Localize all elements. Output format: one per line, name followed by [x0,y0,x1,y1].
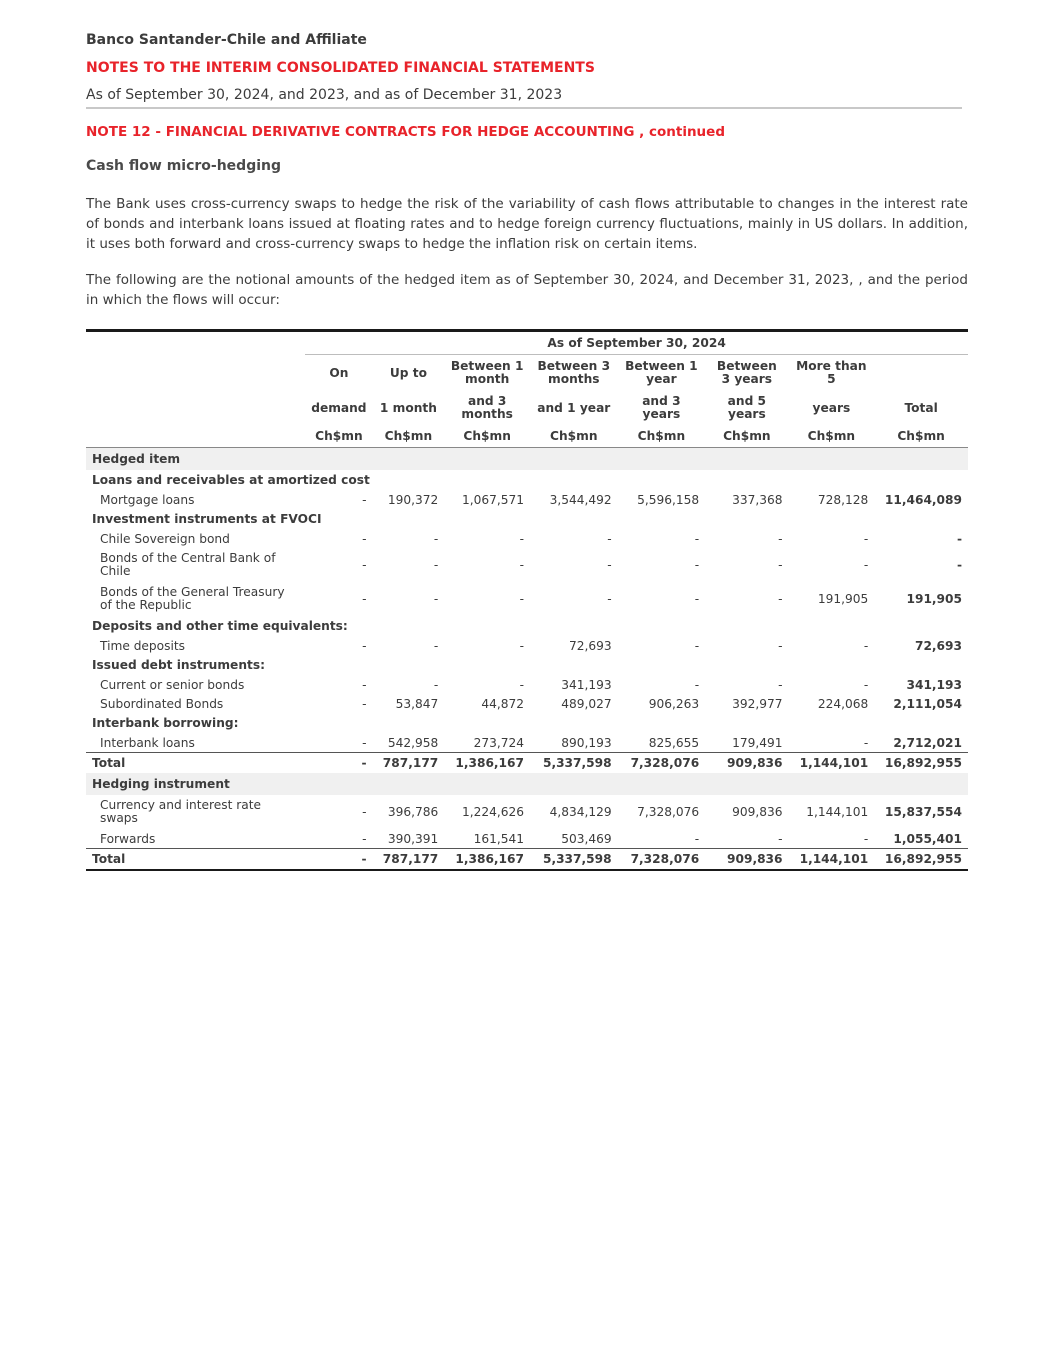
notional-paragraph: The following are the notional amounts of the hedged item as of September 30, 2024, and December 31, 2023, , and the period in which the flows will occur: [86,272,968,308]
company-name: Banco Santander-Chile and Affiliate [86,32,367,48]
group-header: Loans and receivables at amortized cost [92,473,370,487]
unit-header: Ch$mn [618,425,706,448]
col-header: Between 1 month [450,359,524,386]
note-title: NOTE 12 - FINANCIAL DERIVATIVE CONTRACTS FOR HEDGE ACCOUNTING , continued [86,124,725,140]
table-row-interbank-loans: Interbank loans - 542,958 273,724 890,193 825,655 179,491 - 2,712,021 [100,735,962,750]
header-divider [86,107,962,109]
unit-header: Ch$mn [530,425,618,448]
col-header: demand [311,400,367,415]
col-header: Between 3 years [716,359,777,386]
col-header: More than 5 [796,359,867,386]
unit-header: Ch$mn [373,425,445,448]
section-title: Cash flow micro-hedging [86,158,282,174]
units-row [86,425,968,448]
section-band-hedged-item: Hedged item [86,448,968,471]
col-header: Between 1 year [625,359,698,386]
section-band-hedging-instrument: Hedging instrument [86,773,968,795]
group-header: Interbank borrowing: [92,716,239,730]
table-row-chile-sovereign-bond: Chile Sovereign bond - - - - - - - - [100,531,962,546]
column-header-row-1 [86,355,968,392]
unit-header: Ch$mn [305,425,372,448]
table-row-mortgage-loans: Mortgage loans - 190,372 1,067,571 3,544,492 5,596,158 337,368 728,128 11,464,089 [100,492,962,507]
intro-paragraph: The Bank uses cross-currency swaps to hedge the risk of the variability of cash flows attributable to changes in the interest rate of bonds and interbank loans issued at floating rates and to hedge foreign currency fluctuations, mainly in US dollars. In addition, it uses both forward and cross-currency swaps to hedge the inflation risk on certain items. [86,196,968,252]
col-header: Up to [389,365,427,380]
col-header: On [329,365,349,380]
col-header: years [812,400,851,415]
col-header [874,355,968,392]
column-header-row-2 [86,391,968,425]
table-row-subordinated-bonds: Subordinated Bonds - 53,847 44,872 489,027 906,263 392,977 224,068 2,111,054 [100,696,962,711]
col-header: 1 month [379,400,437,415]
unit-header: Ch$mn [874,425,968,448]
table-row-senior-bonds: Current or senior bonds - - - 341,193 - - - 341,193 [100,677,962,692]
group-header: Investment instruments at FVOCI [92,512,322,526]
col-header: Total [904,400,938,415]
col-header: and 1 year [537,400,611,415]
table-row-treasury-bonds: Bonds of the General Treasury of the Republic - - - - - - 191,905 191,905 [100,585,962,612]
table-row-total-hedged: Total - 787,177 1,386,167 5,337,598 7,328,076 909,836 1,144,101 16,892,955 [86,753,968,774]
group-header: Issued debt instruments: [92,658,265,672]
unit-header: Ch$mn [705,425,788,448]
table-row-total-hedging: Total - 787,177 1,386,167 5,337,598 7,328,076 909,836 1,144,101 16,892,955 [86,849,968,871]
table-row-time-deposits: Time deposits - - - 72,693 - - - 72,693 [100,638,962,653]
col-header: and 5 years [727,394,767,421]
table-row-forwards: Forwards - 390,391 161,541 503,469 - - - 1,055,401 [100,831,962,846]
unit-header: Ch$mn [444,425,530,448]
col-header: and 3 months [461,394,513,421]
hedge-notional-table [86,329,968,871]
notes-title: NOTES TO THE INTERIM CONSOLIDATED FINANCIAL STATEMENTS [86,60,595,76]
table-row-central-bank-bonds: Bonds of the Central Bank of Chile - - - - - - - - [100,551,962,578]
as-of-date: As of September 30, 2024, and 2023, and as of December 31, 2023 [86,87,563,103]
table-row-swaps: Currency and interest rate swaps - 396,786 1,224,626 4,834,129 7,328,076 909,836 1,144,101 15,837,554 [100,798,962,825]
period-header: As of September 30, 2024 [305,332,968,355]
col-header: Between 3 months [537,359,611,386]
document-page [86,30,968,310]
group-header: Deposits and other time equivalents: [92,619,348,633]
col-header: and 3 years [642,394,681,421]
unit-header: Ch$mn [789,425,875,448]
